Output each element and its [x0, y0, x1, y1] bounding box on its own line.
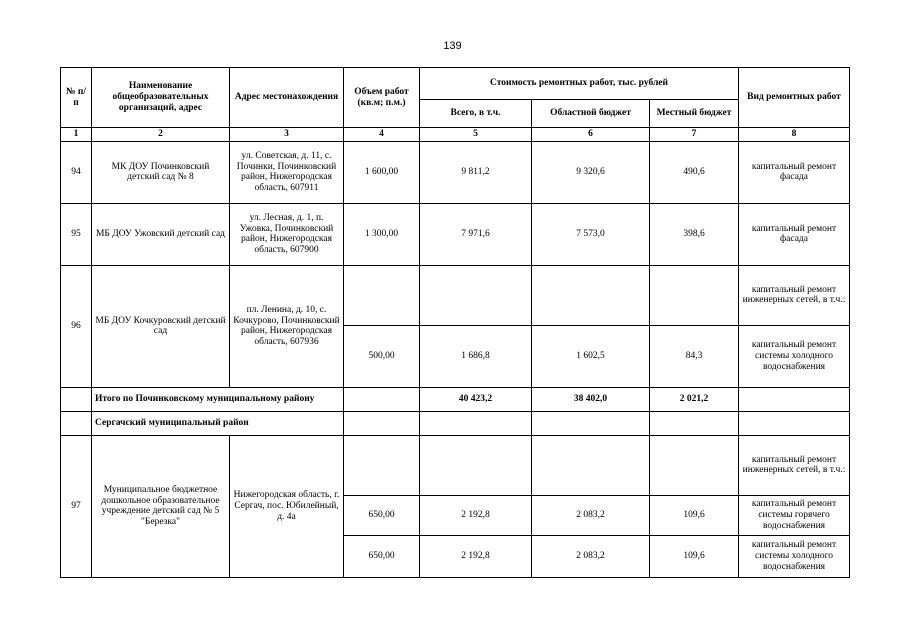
repair-works-table: [60, 67, 850, 578]
work-volume: 500,00: [344, 325, 420, 387]
col-number: 5: [420, 128, 532, 142]
cost-local: [650, 435, 739, 495]
header-type: Вид ремонтных работ: [739, 68, 850, 128]
column-number-row: [61, 128, 850, 142]
organization-name: МК ДОУ Починковский детский сад № 8: [92, 141, 230, 203]
organization-address: пл. Ленина, д. 10, с. Кочкурово, Починковский район, Нижегородская область, 607936: [230, 265, 344, 387]
subtotal-regional: 38 402,0: [532, 387, 650, 411]
col-number: 8: [739, 128, 850, 142]
organization-name: Муниципальное бюджетное дошкольное образовательное учреждение детский сад № 5 "Березка": [92, 435, 230, 577]
header-local: Местный бюджет: [650, 100, 739, 128]
work-type: капитальный ремонт фасада: [739, 141, 850, 203]
page-number: 139: [443, 40, 462, 52]
work-volume: [344, 435, 420, 495]
table-row: [61, 141, 850, 203]
cost-regional: 1 602,5: [532, 325, 650, 387]
cost-total: 2 192,8: [420, 535, 532, 577]
row-number: 96: [61, 265, 92, 387]
cost-regional: 7 573,0: [532, 203, 650, 265]
col-number: 4: [344, 128, 420, 142]
row-number: 94: [61, 141, 92, 203]
cost-regional: [532, 265, 650, 325]
work-type: капитальный ремонт системы горячего водоснабжения: [739, 495, 850, 535]
cost-local: [650, 265, 739, 325]
work-type: капитальный ремонт системы холодного водоснабжения: [739, 325, 850, 387]
cost-total: [420, 265, 532, 325]
cost-local: 398,6: [650, 203, 739, 265]
cost-total: 7 971,6: [420, 203, 532, 265]
district-row: [61, 411, 850, 435]
subtotal-label: Итого по Починковскому муниципальному району: [92, 387, 344, 411]
cost-local: 84,3: [650, 325, 739, 387]
row-number: 95: [61, 203, 92, 265]
header-cost: Стоимость ремонтных работ, тыс. рублей: [420, 68, 739, 100]
col-number: 3: [230, 128, 344, 142]
header-name: Наименование общеобразовательных организаций, адрес: [92, 68, 230, 128]
row-number: 97: [61, 435, 92, 577]
header-row: [61, 68, 850, 100]
subtotal-row: [61, 387, 850, 411]
district-label: Сергачский муниципальный район: [92, 411, 344, 435]
cost-total: 2 192,8: [420, 495, 532, 535]
col-number: 7: [650, 128, 739, 142]
organization-address: Нижегородская область, г. Сергач, пос. Юбилейный, д. 4а: [230, 435, 344, 577]
col-number: 2: [92, 128, 230, 142]
cost-regional: [532, 435, 650, 495]
header-total: Всего, в т.ч.: [420, 100, 532, 128]
col-number: 6: [532, 128, 650, 142]
cost-regional: 2 083,2: [532, 495, 650, 535]
header-address: Адрес местонахождения: [230, 68, 344, 128]
cost-local: 109,6: [650, 535, 739, 577]
work-volume: [344, 265, 420, 325]
work-type: капитальный ремонт фасада: [739, 203, 850, 265]
work-type: капитальный ремонт системы холодного водоснабжения: [739, 535, 850, 577]
organization-address: ул. Лесная, д. 1, п. Ужовка, Починковский район, Нижегородская область, 607900: [230, 203, 344, 265]
cost-total: 9 811,2: [420, 141, 532, 203]
work-volume: 1 600,00: [344, 141, 420, 203]
cost-total: 1 686,8: [420, 325, 532, 387]
col-number: 1: [61, 128, 92, 142]
work-volume: 650,00: [344, 535, 420, 577]
table-row: [61, 435, 850, 495]
cost-local: 109,6: [650, 495, 739, 535]
cost-regional: 9 320,6: [532, 141, 650, 203]
header-regional: Областной бюджет: [532, 100, 650, 128]
subtotal-total: 40 423,2: [420, 387, 532, 411]
header-num: № п/п: [61, 68, 92, 128]
organization-address: ул. Советская, д. 11, с. Починки, Починковский район, Нижегородская область, 607911: [230, 141, 344, 203]
table-row: [61, 203, 850, 265]
work-type: капитальный ремонт инженерных сетей, в т.ч.:: [739, 435, 850, 495]
organization-name: МБ ДОУ Ужовский детский сад: [92, 203, 230, 265]
subtotal-local: 2 021,2: [650, 387, 739, 411]
organization-name: МБ ДОУ Кочкуровский детский сад: [92, 265, 230, 387]
cost-total: [420, 435, 532, 495]
work-volume: 1 300,00: [344, 203, 420, 265]
table-row: [61, 265, 850, 325]
cost-regional: 2 083,2: [532, 535, 650, 577]
work-type: капитальный ремонт инженерных сетей, в т.ч.:: [739, 265, 850, 325]
header-volume: Объем работ (кв.м; п.м.): [344, 68, 420, 128]
work-volume: 650,00: [344, 495, 420, 535]
cost-local: 490,6: [650, 141, 739, 203]
